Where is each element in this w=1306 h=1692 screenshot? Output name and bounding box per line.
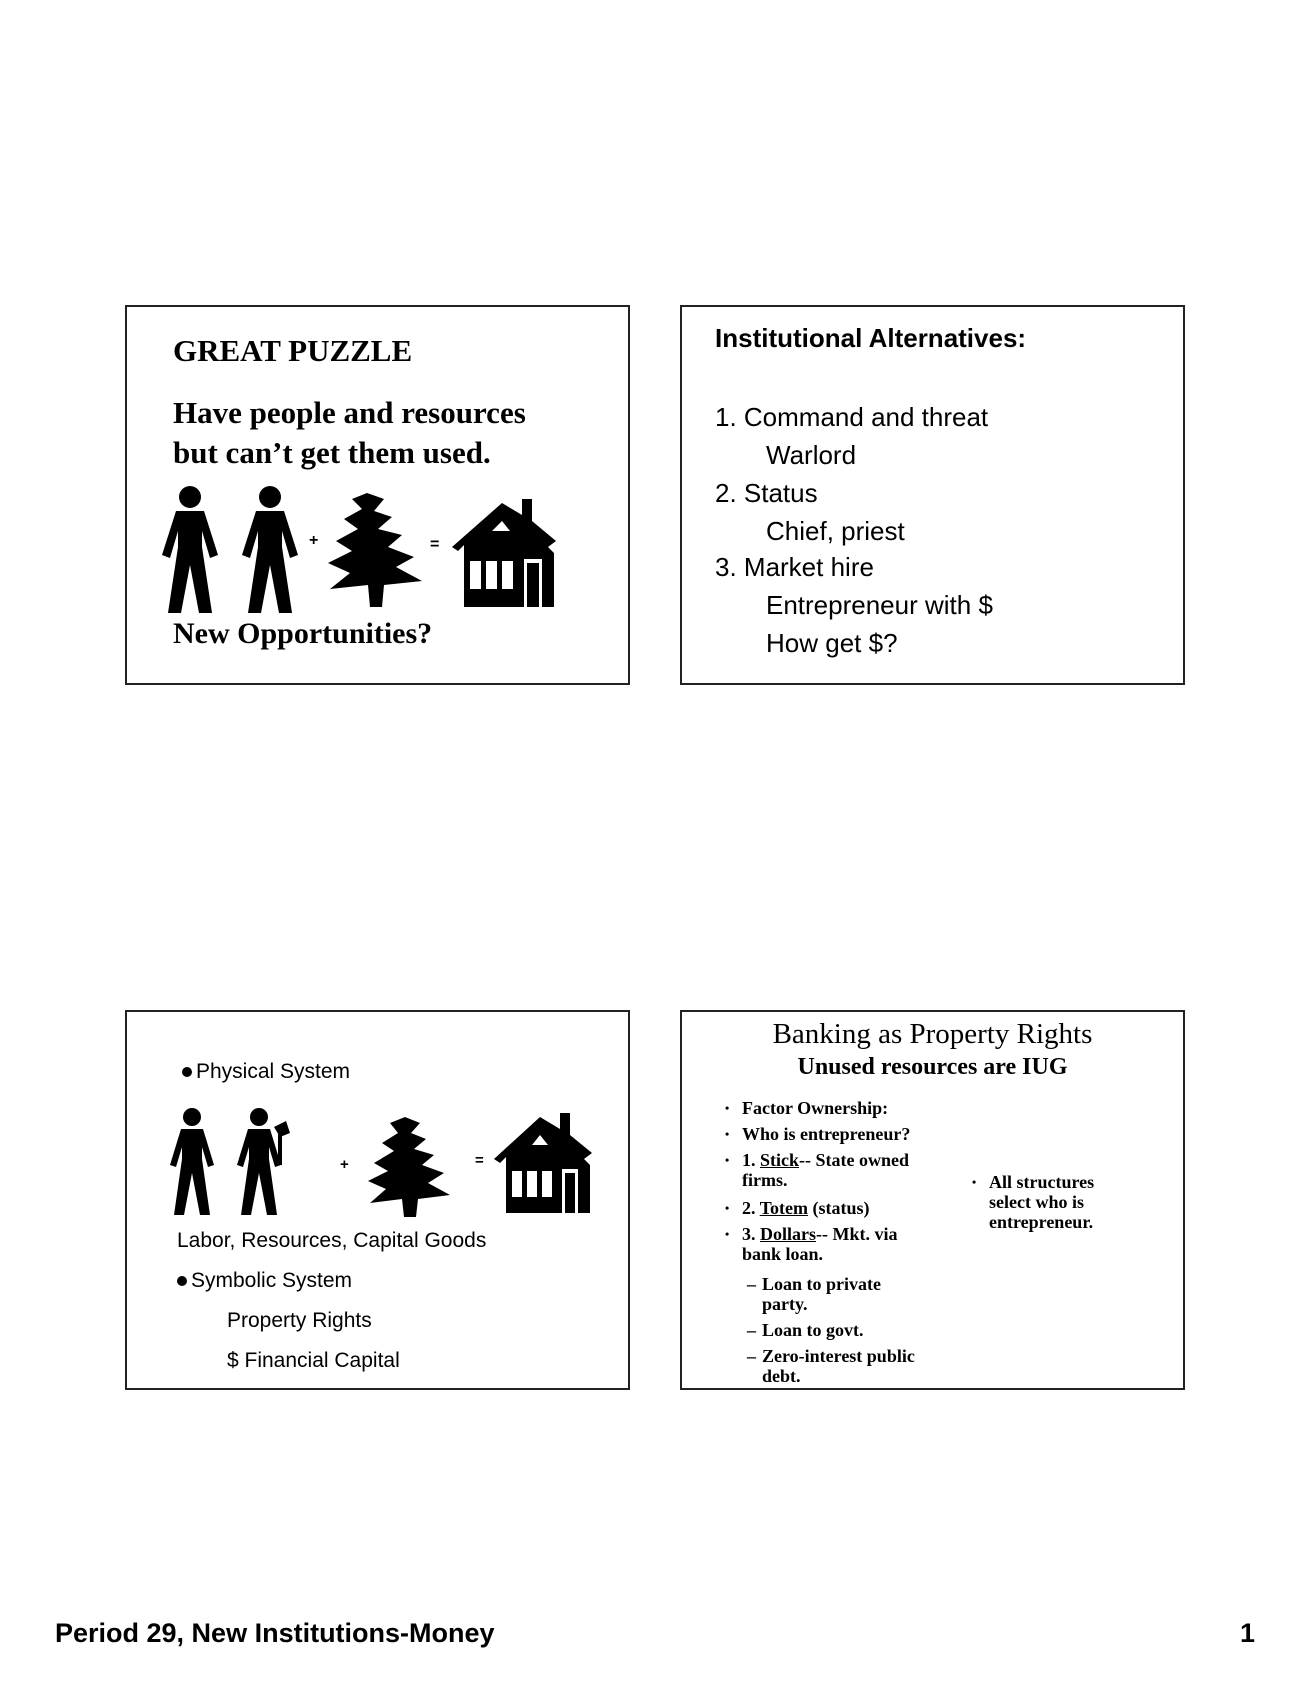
slide-question: New Opportunities?	[173, 617, 433, 650]
list-subitem: Entrepreneur with $	[766, 590, 993, 620]
plus-sign: +	[309, 532, 319, 549]
list-subitem: How get $?	[766, 628, 898, 658]
slide-text-line: Have people and resources	[173, 395, 526, 430]
footer-title: Period 29, New Institutions-Money	[55, 1618, 495, 1648]
equals-sign: =	[430, 536, 440, 553]
list-item: 1. Command and threat	[715, 402, 989, 432]
bullet-marker: •	[725, 1127, 730, 1141]
subitem: Property Rights	[227, 1309, 372, 1332]
tree-icon	[368, 1117, 450, 1217]
list-subitem: Chief, priest	[766, 516, 905, 546]
slide-physical-symbolic-system	[125, 1010, 630, 1390]
people-tree-house-illustration	[152, 485, 572, 615]
bullet-marker: •	[725, 1201, 730, 1215]
bullet-item: • Factor Ownership:	[725, 1098, 889, 1118]
bullet-dot-icon	[182, 1067, 192, 1077]
bullet-label: Physical System	[196, 1060, 351, 1083]
tree-icon	[328, 493, 422, 607]
slide-great-puzzle	[125, 305, 630, 685]
dash-marker: –	[747, 1320, 756, 1340]
slide-heading: Institutional Alternatives:	[715, 323, 1027, 353]
bullet-item	[182, 1060, 350, 1084]
person-icon	[170, 1108, 214, 1215]
slide-institutional-alternatives	[680, 305, 1185, 685]
slide-title: Banking as Property Rights	[772, 1018, 1093, 1050]
sub-bullet-item: – Loan to govt.	[747, 1320, 864, 1340]
plus-sign: +	[340, 1156, 349, 1173]
bullet-label: Symbolic System	[191, 1269, 353, 1292]
slide-title: GREAT PUZZLE	[173, 333, 413, 368]
bullet-item: • 3. Dollars-- Mkt. via bank loan.	[725, 1224, 898, 1264]
bullet-item: • 2. Totem (status)	[725, 1198, 870, 1218]
bullet-marker: •	[725, 1101, 730, 1115]
slide-banking-property-rights	[680, 1010, 1185, 1390]
page-number: 1	[1240, 1618, 1256, 1648]
bullet-marker: •	[972, 1175, 977, 1189]
bullet-item: • Who is entrepreneur?	[725, 1124, 911, 1144]
bullet-dot-icon	[177, 1276, 187, 1286]
dash-marker: –	[747, 1274, 756, 1294]
bullet-item: • 1. Stick-- State owned firms.	[725, 1150, 910, 1190]
subitem: $ Financial Capital	[227, 1349, 400, 1372]
dash-marker: –	[747, 1346, 756, 1366]
list-item: 2. Status	[715, 478, 818, 508]
person-icon	[242, 486, 298, 613]
bullet-item: • All structures select who is entrepreneur.	[972, 1172, 1095, 1232]
sub-bullet-item: – Zero-interest public debt.	[747, 1346, 915, 1386]
slide-text-line: but can’t get them used.	[173, 435, 491, 470]
person-icon	[162, 486, 218, 613]
bullet-marker: •	[725, 1153, 730, 1167]
labor-resources-capital-illustration	[162, 1107, 602, 1227]
list-item: 3. Market hire	[715, 552, 874, 582]
illustration-caption: Labor, Resources, Capital Goods	[177, 1229, 487, 1252]
house-icon	[494, 1113, 592, 1213]
house-icon	[452, 499, 556, 607]
equals-sign: =	[475, 1152, 484, 1169]
slide-subtitle: Unused resources are IUG	[797, 1054, 1068, 1080]
sub-bullet-item: – Loan to private party.	[747, 1274, 881, 1314]
list-subitem: Warlord	[766, 440, 857, 470]
bullet-marker: •	[725, 1227, 730, 1241]
worker-with-axe-icon	[237, 1108, 290, 1215]
bullet-item	[177, 1269, 352, 1293]
